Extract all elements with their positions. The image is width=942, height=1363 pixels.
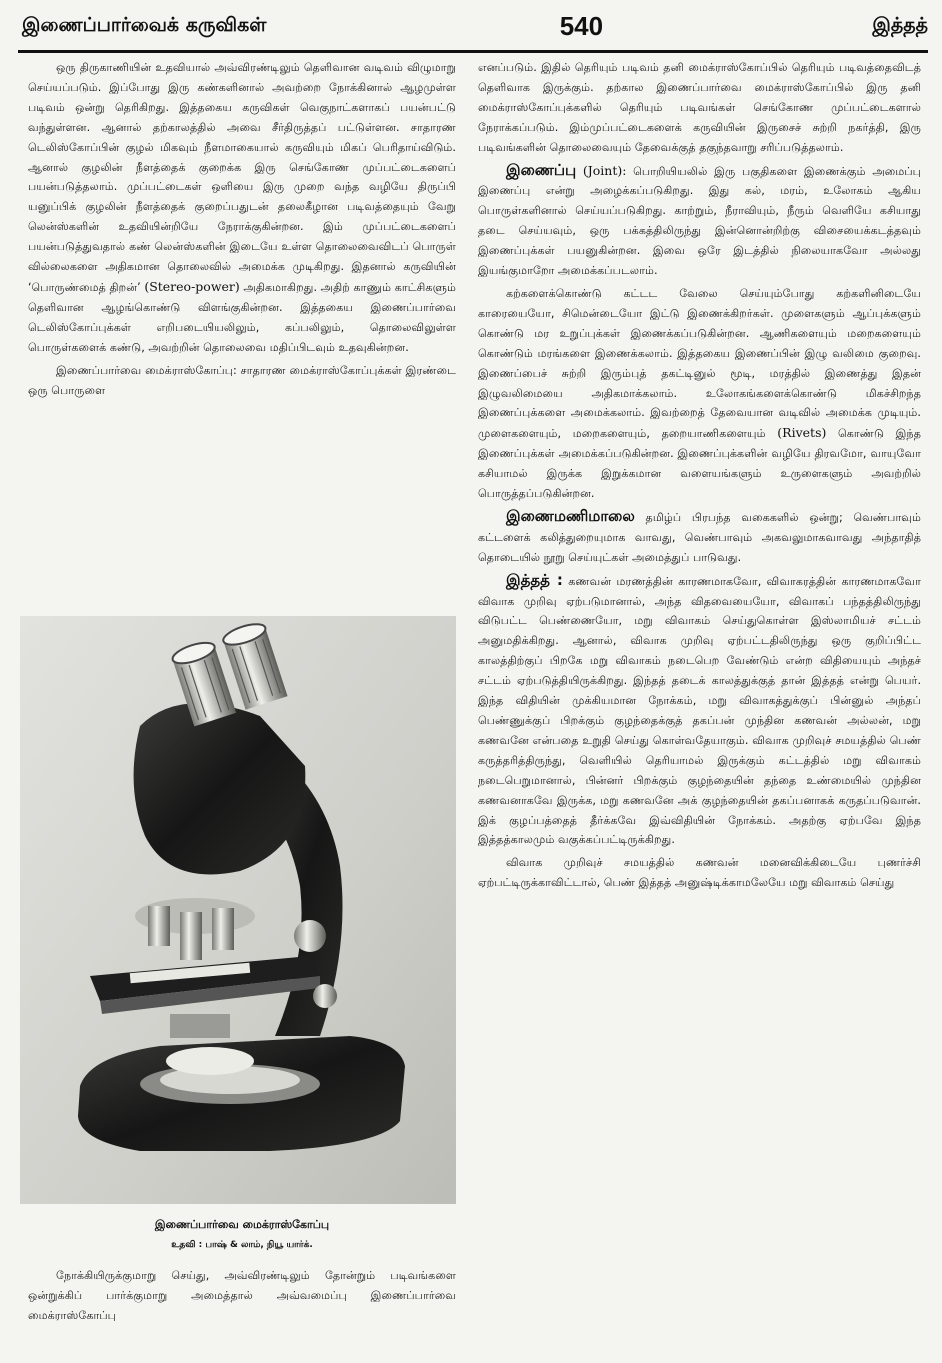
entry-heading-iddat: இத்தத் : [506, 570, 563, 589]
left-column-bottom [28, 1266, 456, 1326]
microscope-illustration [20, 616, 456, 1204]
iddat-paragraph-2: விவாக முறிவுச் சமயத்தில் கணவன் மனைவிக்கிடையே புணர்ச்சி ஏற்பட்டிருக்காவிட்டால், பெண் இத்தத் அனுஷ்டிக்காமலேயே மறு விவாகம் செய்து [478, 856, 921, 890]
microscope-figure [20, 616, 456, 1204]
running-head-left: இணைப்பார்வைக் கருவிகள் [22, 13, 267, 36]
page-number: 540 [559, 10, 604, 41]
stereo-power-term: (Stereo-power) [144, 278, 240, 294]
right-paragraph-continuation: எனப்படும். இதில் தெரியும் படிவம் தனி மைக்ராஸ்கோப்பில் தெரியும் படிவத்தைவிடத் தெளிவாக இருக்கும். தற்கால இணைப்பார்வை மைக்ராஸ்கோப்பில் இரு தனி மைக்ராஸ்கோப்புக்களில் தெரியும் படிவங்கள் செங்கோண முப்பட்டைகளால் நேராக்கப்படும். இம்முப்பட்டைகளைக் கருவியின் இருசைச் சுற்றி நகர்த்தி, இரு படிவங்களின் தொலைவையும் தேவைக்குத் தகுந்தவாறு சரிப்படுத்தலாம். [478, 61, 921, 154]
joint-text: பொறியியலில் இரு பகுதிகளை இணைக்கும் அமைப்பு இணைப்பு என்று அழைக்கப்படுகிறது. இது கல், மரம், உலோகம் ஆகிய பொருள்களினால் செய்யப்படுகிறது. காற்றும், நீராவியும், நீரும் வெளியே கசியாது தடை செய்யவும், ஒரு பக்கத்திலிருந்து இன்னொன்றிற்கு விசையைக்கடத்தவும் இணைப்புக்கள் பயனுகின்றன. இவை ஒரே இடத்தில் நிலையாகவோ அல்லது இயங்குமாறோ அமைக்கப்படலாம். [478, 164, 921, 278]
running-head-right: இத்தத் [872, 13, 928, 36]
iddat-text: கணவன் மரணத்தின் காரணமாகவோ, விவாகரத்தின் காரணமாகவோ விவாக முறிவு ஏற்படுமானால், அந்த விதவையையோ, விவாகப் பந்தத்திலிருந்து விடுபட்ட பெண்ணையோ, மறு விவாகம் செய்துகொள்ள இஸ்லாமியச் சட்டம் அனுமதிக்கிறது. ஆனால், விவாக முறிவு ஏற்பட்டதிலிருந்து ஒரு குறிப்பிட்ட காலத்திற்குப் பிறகே மறு விவாகம் நடைபெற வேண்டும் என்ற விதியையும் அந்தச் சட்டம் ஏற்படுத்தியிருக்கிறது. இந்தத் தடைக் காலத்துக்குத் தான் இத்தத் என்று பெயர். இந்த விதியின் முக்கியமான நோக்கம், மறு விவாகத்துக்குப் பின்னுல் அந்தப் பெண்ணுக்குப் பிறக்கும் குழந்தைக்குத் தகப்பன் முந்தின கணவன் அல்லன், மறு கணவனே என்பதை உறுதி செய்து கொள்வதேயாகும். விவாக முறிவுச் சமயத்தில் பெண் கருத்தரித்திருந்து, வெளியில் தெரியாமல் இருக்கும் கட்டத்தில் மறு விவாகம் நடைபெறுமானால், பின்னர் பிறக்கும் குழந்தையின் தந்தை உண்மையில் முந்தின கணவனாகவே இருக்க, மறு கணவனே அக் குழந்தையின் தகப்பனாகக் கருதப்படுவான். இக் குழப்பத்தைத் தீர்க்கவே இவ்விதியின் நோக்கம். அதற்கு ஏற்பவே இந்த இத்தத்காலமும் வகுக்கப்பட்டிருக்கிறது. [478, 574, 921, 847]
left-paragraph-telescope [28, 58, 456, 358]
figure-credit: உதவி : பாஷ் & லாம், நியூ யார்க். [171, 1240, 313, 1250]
entry-manimalai [478, 507, 921, 568]
entry-iddat [478, 571, 921, 851]
left-paragraph-continued: நோக்கியிருக்குமாறு செய்து, அவ்விரண்டிலும் தோன்றும் படிவங்களை ஒன்றுக்கிப் பார்க்குமாறு அமைத்தால் அவ்வமைப்பு இணைப்பார்வை மைக்ராஸ்கோப்பு [28, 1269, 456, 1322]
joint-term: (Joint): [582, 162, 627, 178]
joint-p2-text: கற்களைக்கொண்டு கட்டட வேலை செய்யும்போது கற்களினிடையே காரையையோ, சிமென்டையோ இட்டு இணைக்கிறர்கள். முளைகளும் ஆப்புக்களும் கொண்டு மர உறுப்புக்கள் இணைக்கப்படுகின்றன. ஆணிகளையும் மறைகளையும் கொண்டும் மரங்களை இணைக்கலாம். இத்தகைய இணைப்பின் இழு வலிமை குறைவு. இணைப்பைச் சுற்றி இரும்புத் தகட்டினுல் மூடி, மரத்தில் இணைத்து இதன் இழுவலிமையை அதிகமாக்கலாம். உலோகங்களைக்கொண்டு மிகச்சிறந்த இணைப்புக்களை அமைக்கலாம். இவற்றைத் தேவையான வடிவில் அமைக்க முடியும். முளைகளையும், மறைகளையும், தறையாணிகளையும் [478, 286, 921, 441]
rivets-term: (Rivets) [777, 425, 827, 441]
joint-paragraph-2 [478, 284, 921, 504]
entry-joint [478, 161, 921, 281]
joint-p2-end: கொண்டு இந்த இணைப்புக்கள் அமைக்கப்படுகின்றன. இணைப்புக்களின் வழியே திரவமோ, வாயுவோ கசியாமல் இருக்க இறுக்கமான வளையங்களும் உருளைகளும் அவற்றில் பொருத்தப்படுகின்றன. [478, 427, 921, 501]
left-paragraph-microscope: இணைப்பார்வை மைக்ராஸ்கோப்பு: சாதாரண மைக்ராஸ்கோப்புக்கள் இரண்டை ஒரு பொருளை [28, 363, 456, 397]
telescope-text-end: அதிகமாகிறது. அதிற் காணும் காட்சிகளும் தெளிவான ஆழங்கொண்டு விளங்குகின்றன. இத்தகைய இணைப்பார்வை டெலிஸ்கோப்புக்கள் எறிபடையியலிலும், கப்பலிலும், தொலைவிலுள்ள பொருள்களைக் கண்டு, அவற்றின் தொலைவை மதிப்பிடவும் உதவுகின்றன. [28, 280, 457, 354]
header-rule [18, 50, 928, 53]
entry-heading-joint: இணைப்பு [506, 160, 577, 179]
left-column [28, 58, 456, 400]
figure-caption: இணைப்பார்வை மைக்ராஸ்கோப்பு [154, 1218, 330, 1231]
right-column [478, 58, 921, 893]
manimalai-text: தமிழ்ப் பிரபந்த வகைகளில் ஒன்று; வெண்பாவும் கட்டளைக் கலித்துறையுமாக வாவது, வெண்பாவும் அகவலுமாகவாவது அந்தாதித் தொடையில் நூறு செய்யுட்கள் அமைத்துப் பாடுவது. [478, 510, 921, 564]
telescope-text: ஒரு திருகாணியின் உதவியால் அவ்விரண்டிலும் தெளிவான வடிவம் விழுமாறு செய்யப்படும். இப்போது இரு கண்களினால் அவற்றை நோக்கினால் ஆழமுள்ள படிவம் ஒன்று தெரிகிறது. இத்தகைய கருவிகள் வெகுநாட்களாகப் பயன்பட்டு வந்துள்ளன. ஆனால் தற்காலத்தில் அவை சீர்திருத்தப் பட்டுள்ளன. சாதாரண டெலிஸ்கோப்பின் குழல் மிகவும் நீளமாகையால் கருவியும் மிகப் பெரிதாய்விடும். ஆனால் குழலின் நீளத்தைக் குறைக்க இரு செங்கோண முப்பட்டைகளைப் பயன்படுத்தலாம். முப்பட்டைகள் ஒளியை இரு முறை வந்த வழியே திருப்பி யனுப்பிக் குழலின் நீளத்தைக் குறைப்பதுடன் தலைகீழான படிவத்தையும் வேறு லென்ஸ்களின் உதவியின்றியே நேராக்குகின்றன. இம் முப்பட்டைகளைப் பயன்படுத்துவதால் கண் லென்ஸ்களின் இடையே உள்ள தொலைவைவிடப் பொருள் வில்லைகளை அதிகமான தொலைவில் அமைக்க முடிகிறது. இதனால் கருவியின் ‘பொருண்மைத் திறன்’ [28, 61, 456, 294]
entry-heading-manimalai: இணைமணிமாலை [506, 506, 635, 525]
running-head [22, 6, 928, 46]
